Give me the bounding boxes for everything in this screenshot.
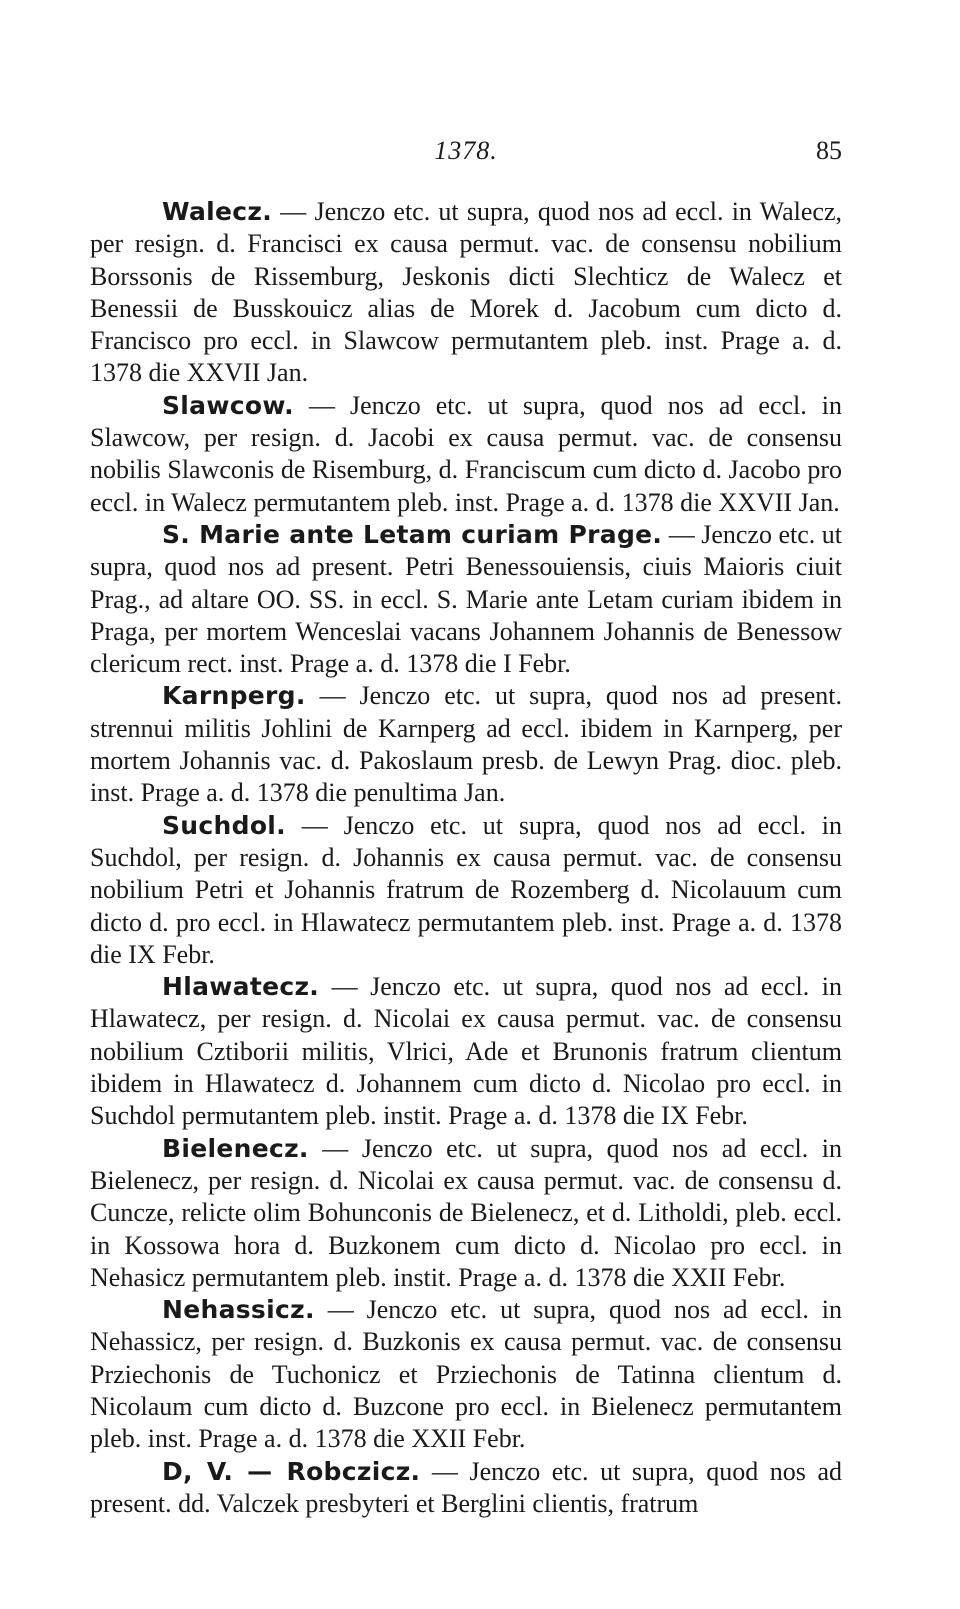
- entry-text: — Jenczo etc. ut supra, quod nos ad eccl. in Walecz, per resign. d. Francisci ex causa permut. vac. de consensu nobilium Borssonis de Rissemburg, Jeskonis dicti Slechticz de Walecz et Benessii de Busskouicz alias de Morek d. Jacobum cum dicto d. Francisco pro eccl. in Slawcow permutantem pleb. inst. Prage a. d. 1378 die XXVII Jan.: [90, 197, 842, 388]
- entry-text: — Jenczo etc. ut supra, quod nos ad eccl. in Hlawatecz, per resign. d. Nicolai ex causa permut. vac. de consensu nobilium Cztiborii militis, Vlrici, Ade et Brunonis fratrum clientum ibidem in Hlawatecz d. Johannem cum dicto d. Nicolao pro eccl. in Suchdol permutantem pleb. instit. Prage a. d. 1378 die IX Febr.: [90, 972, 842, 1131]
- entry-heading: Hlawatecz.: [162, 972, 320, 1002]
- entry-heading: D, V. — Robczicz.: [162, 1456, 421, 1486]
- entry-heading: Walecz.: [162, 197, 273, 226]
- entry-bielenecz: [90, 1133, 842, 1294]
- entry-text: — Jenczo etc. ut supra, quod nos ad eccl. in Slawcow, per resign. d. Jacobi ex causa permut. vac. de consensu nobilis Slawconis de Risemburg, d. Franciscum cum dicto d. Jacobo pro eccl. in Walecz permutantem pleb. inst. Prage a. d. 1378 die XXVII Jan.: [90, 390, 842, 517]
- entry-heading: Suchdol.: [162, 810, 286, 840]
- entry-walecz: [90, 196, 842, 390]
- page-number: 85: [816, 136, 842, 165]
- entry-text: — Jenczo etc. ut supra, quod nos ad eccl. in Suchdol, per resign. d. Johannis ex causa permut. vac. de consensu nobilium Petri et Johannis fratrum de Rozemberg d. Nicolauum cum dicto d. pro eccl. in Hlawatecz permutantem pleb. inst. Prage a. d. 1378 die IX Febr.: [90, 810, 842, 969]
- entry-heading: Bielenecz.: [162, 1133, 309, 1163]
- entry-suchdol: [90, 810, 842, 971]
- entry-text: — Jenczo etc. ut supra, quod nos ad present. dd. Valczek presbyteri et Berglini clientis, fratrum: [90, 1456, 842, 1518]
- entry-robczicz: [90, 1456, 842, 1521]
- entry-text: — Jenczo etc. ut supra, quod nos ad eccl. in Bielenecz, per resign. d. Nicolai ex causa permut. vac. de consensu d. Cuncze, relicte olim Bohunconis de Bielenecz, et d. Litholdi, pleb. eccl. in Kossowa hora d. Buzkonem cum dicto d. Nicolao pro eccl. in Nehasicz permutantem pleb. instit. Prage a. d. 1378 die XXII Febr.: [90, 1133, 842, 1292]
- entry-heading: Karnperg.: [162, 681, 306, 711]
- entry-karnperg: [90, 680, 842, 809]
- entry-s-marie-ante-letam-curiam: [90, 519, 842, 680]
- running-head-year: 1378.: [434, 136, 498, 165]
- entry-nehassicz: [90, 1294, 842, 1455]
- entry-text: — Jenczo etc. ut supra, quod nos ad eccl. in Nehassicz, per resign. d. Buzkonis ex causa permut. vac. de consensu Prziechonis de Tuchonicz et Prziechonis de Tatinna clientum d. Nicolaum cum dicto d. Buzcone pro eccl. in Bielenecz permutantem pleb. inst. Prage a. d. 1378 die XXII Febr.: [90, 1295, 842, 1454]
- entry-heading: S. Marie ante Letam curiam Prage.: [162, 519, 663, 549]
- book-page: [90, 136, 842, 1576]
- entry-slawcow: [90, 390, 842, 519]
- entry-heading: Slawcow.: [162, 390, 294, 420]
- entry-text: — Jenczo etc. ut supra, quod nos ad present. Petri Benessouiensis, ciuis Maioris ciuit Prag., ad altare OO. SS. in eccl. S. Marie ante Letam curiam ibidem in Praga, per mortem Wenceslai vacans Johannem Johannis de Benessow clericum rect. inst. Prage a. d. 1378 die I Febr.: [90, 519, 842, 679]
- entry-heading: Nehassicz.: [162, 1295, 315, 1325]
- running-head: [90, 136, 842, 172]
- entry-hlawatecz: [90, 971, 842, 1132]
- entry-text: — Jenczo etc. ut supra, quod nos ad present. strennui militis Johlini de Karnperg ad eccl. ibidem in Karnperg, per mortem Johannis vac. d. Pakoslaum presb. de Lewyn Prag. dioc. pleb. inst. Prage a. d. 1378 die penultima Jan.: [90, 681, 842, 808]
